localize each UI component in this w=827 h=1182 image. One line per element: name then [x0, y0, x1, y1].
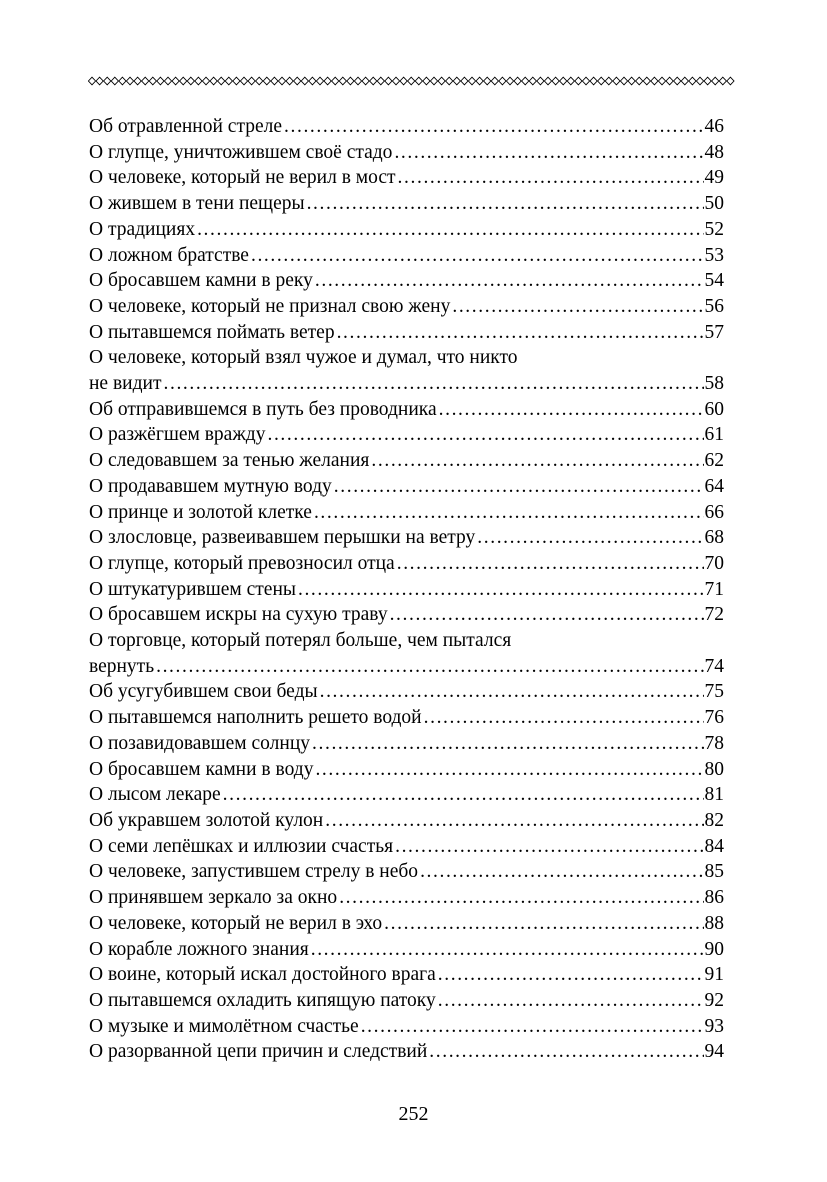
ornament-diamond	[309, 77, 316, 85]
toc-entry-page: 81	[704, 784, 724, 806]
ornament-diamond	[126, 77, 133, 85]
toc-entry-page: 50	[704, 193, 724, 215]
ornament-diamond	[590, 77, 597, 85]
toc-entry-page: 84	[704, 835, 724, 857]
toc-entry-title: О разорванной цепи причин и следствий	[89, 1041, 428, 1063]
toc-entry-title-first-line: О человеке, который взял чужое и думал, что никто	[89, 347, 518, 369]
toc-entry-title: О продававшем мутную воду	[89, 475, 332, 497]
toc-entry	[89, 602, 724, 628]
toc-entry-page: 91	[704, 964, 724, 986]
toc-entry-line	[89, 422, 724, 448]
dot-leader	[320, 679, 704, 705]
ornament-diamond	[96, 77, 103, 85]
toc-entry-title: О глупце, который превозносил отца	[89, 552, 395, 574]
toc-entry-page: 54	[704, 270, 724, 292]
toc-entry	[89, 448, 724, 474]
ornament-diamond	[430, 77, 437, 85]
toc-entry	[89, 397, 724, 423]
toc-entry-title: О пытавшемся поймать ветер	[89, 321, 335, 343]
toc-entry	[89, 628, 724, 679]
toc-entry-title: О пытавшемся наполнить решето водой	[89, 707, 422, 729]
ornament-diamond	[111, 77, 118, 85]
ornament-diamond	[187, 77, 194, 85]
toc-entry	[89, 294, 724, 320]
toc-entry	[89, 911, 724, 937]
toc-entry	[89, 217, 724, 243]
toc-entry-title: О традициях	[89, 218, 196, 240]
ornament-diamond	[88, 77, 95, 85]
toc-entry	[89, 782, 724, 808]
toc-entry-line	[89, 757, 724, 783]
toc-entry-page: 80	[704, 758, 724, 780]
dot-leader	[361, 1014, 704, 1040]
dot-leader	[439, 397, 704, 423]
toc-entry-line	[89, 705, 724, 731]
dot-leader	[156, 654, 703, 680]
ornament-diamond	[567, 77, 574, 85]
dot-leader	[397, 551, 704, 577]
dot-leader	[337, 320, 704, 346]
toc-entry-page: 74	[704, 655, 724, 677]
toc-entry-line	[89, 782, 724, 808]
toc-entry-line	[89, 500, 724, 526]
toc-entry-title: Об усугубившем свои беды	[89, 681, 318, 703]
toc-entry-page: 86	[704, 887, 724, 909]
ornament-diamond	[164, 77, 171, 85]
ornament-diamond	[271, 77, 278, 85]
toc-entry-page: 88	[704, 912, 724, 934]
dot-leader	[438, 988, 704, 1014]
toc-entry-page: 53	[704, 244, 724, 266]
dot-leader	[267, 422, 703, 448]
ornament-diamond	[210, 77, 217, 85]
ornament-diamond	[324, 77, 331, 85]
toc-entry	[89, 243, 724, 269]
page-number: 252	[398, 1103, 429, 1125]
dot-leader	[223, 782, 704, 808]
toc-entry-page: 76	[704, 707, 724, 729]
dot-leader	[339, 885, 703, 911]
toc-entry-page: 62	[704, 450, 724, 472]
ornament-diamond	[727, 77, 734, 85]
toc-entry-page: 49	[704, 167, 724, 189]
toc-entry-line	[89, 602, 724, 628]
toc-entry-page: 48	[704, 141, 724, 163]
dot-leader	[371, 448, 703, 474]
ornament-diamond	[286, 77, 293, 85]
toc-entry-title: Об укравшем золотой кулон	[89, 809, 324, 831]
toc-entry-line	[89, 937, 724, 963]
toc-entry	[89, 320, 724, 346]
dot-leader	[384, 911, 703, 937]
dot-leader	[284, 114, 703, 140]
toc-entry-line	[89, 551, 724, 577]
ornament-diamond	[370, 77, 377, 85]
toc-entry-line	[89, 885, 724, 911]
toc-entry	[89, 705, 724, 731]
toc-entry-line	[89, 448, 724, 474]
toc-entry-title: О жившем в тени пещеры	[89, 193, 305, 215]
toc-entry	[89, 962, 724, 988]
ornament-diamond	[225, 77, 232, 85]
ornament-diamond	[149, 77, 156, 85]
ornament-diamond	[522, 77, 529, 85]
toc-entry-page: 75	[704, 681, 724, 703]
toc-entry-page: 60	[704, 398, 724, 420]
toc-entry-title-first-line: О торговце, который потерял больше, чем пытался	[89, 630, 512, 652]
ornament-diamond	[385, 77, 392, 85]
toc-entry-page: 46	[704, 116, 724, 137]
ornament-diamond	[354, 77, 361, 85]
ornament-diamond	[377, 77, 384, 85]
toc-entry-title: О воине, который искал достойного врага	[89, 964, 436, 986]
dot-leader	[312, 731, 703, 757]
toc-entry-title: О человеке, который не верил в мост	[89, 167, 396, 189]
ornament-diamond	[696, 77, 703, 85]
ornament-diamond	[423, 77, 430, 85]
dot-leader	[197, 217, 703, 243]
dot-leader	[314, 500, 704, 526]
dot-leader	[334, 474, 704, 500]
toc-entry-line	[89, 294, 724, 320]
toc-entry	[89, 551, 724, 577]
ornament-diamond	[195, 77, 202, 85]
toc-entry	[89, 731, 724, 757]
toc-entry-page: 66	[704, 501, 724, 523]
ornament-diamond	[491, 77, 498, 85]
toc-entry-line	[89, 217, 724, 243]
toc-entry-page: 90	[704, 938, 724, 960]
toc-entry-line	[89, 114, 724, 140]
toc-entry-line	[89, 731, 724, 757]
ornament-diamond	[651, 77, 658, 85]
toc-entry-title: О разжёгшем вражду	[89, 424, 266, 446]
toc-entry	[89, 500, 724, 526]
dot-leader	[429, 1039, 703, 1065]
ornament-diamond	[256, 77, 263, 85]
ornament-diamond	[415, 77, 422, 85]
toc-entry-title: О принце и золотой клетке	[89, 501, 312, 523]
toc-entry-line	[89, 1039, 724, 1065]
toc-entry-title: О человеке, который не верил в эхо	[89, 912, 383, 934]
ornament-diamond	[332, 77, 339, 85]
toc-entry-page: 94	[704, 1041, 724, 1063]
toc-entry-page: 52	[704, 218, 724, 240]
toc-entry-title: О пытавшемся охладить кипящую патоку	[89, 989, 436, 1011]
ornament-diamond	[712, 77, 719, 85]
ornament-diamond	[362, 77, 369, 85]
toc-entry-line	[89, 859, 724, 885]
ornament-diamond	[552, 77, 559, 85]
ornament-diamond	[316, 77, 323, 85]
ornament-diamond	[613, 77, 620, 85]
ornament-diamond	[605, 77, 612, 85]
ornament-diamond	[339, 77, 346, 85]
toc-entry-page: 56	[704, 295, 724, 317]
ornament-diamond	[104, 77, 111, 85]
toc-entry-line	[89, 243, 724, 269]
toc-entry-line	[89, 654, 724, 680]
toc-entry-page: 70	[704, 552, 724, 574]
toc-entry-line	[89, 191, 724, 217]
ornament-diamond	[537, 77, 544, 85]
ornament-diamond	[666, 77, 673, 85]
ornament-diamond	[598, 77, 605, 85]
toc-entry-title: не видит	[89, 373, 162, 395]
toc-entry	[89, 859, 724, 885]
toc-entry-title: О бросавшем камни в реку	[89, 270, 313, 292]
ornament-diamond	[278, 77, 285, 85]
toc-entry-line	[89, 1014, 724, 1040]
toc-entry	[89, 937, 724, 963]
toc-entry	[89, 268, 724, 294]
ornament-diamond	[240, 77, 247, 85]
ornament-diamond	[453, 77, 460, 85]
ornament-diamond	[704, 77, 711, 85]
toc-entry-page: 64	[704, 475, 724, 497]
ornament-diamond	[172, 77, 179, 85]
ornament-diamond	[294, 77, 301, 85]
ornament-diamond	[301, 77, 308, 85]
dot-leader	[164, 371, 704, 397]
ornament-diamond	[628, 77, 635, 85]
ornament-diamond	[233, 77, 240, 85]
ornament-diamond	[719, 77, 726, 85]
toc-entry-line	[89, 911, 724, 937]
ornament-diamond	[119, 77, 126, 85]
toc-entry-title: О музыке и мимолётном счастье	[89, 1015, 359, 1037]
ornament-diamond	[142, 77, 149, 85]
toc-entry-page: 72	[704, 604, 724, 626]
toc-entry-page: 61	[704, 424, 724, 446]
ornament-diamond	[674, 77, 681, 85]
dot-leader	[398, 165, 704, 191]
dot-leader	[307, 191, 704, 217]
dot-leader	[424, 705, 704, 731]
toc-entry-title: О позавидовавшем солнцу	[89, 732, 311, 754]
toc-entry-page: 68	[704, 527, 724, 549]
toc-entry-page: 82	[704, 809, 724, 831]
toc-entry-line	[89, 988, 724, 1014]
toc-entry-title: О бросавшем искры на сухую траву	[89, 604, 388, 626]
toc-entry	[89, 1039, 724, 1065]
toc-entry-title: О человеке, запустившем стрелу в небо	[89, 861, 419, 883]
toc-entry	[89, 474, 724, 500]
toc-entry	[89, 191, 724, 217]
toc-entry-line	[89, 371, 724, 397]
dot-leader	[395, 834, 703, 860]
toc-entry-title: О штукатурившем стены	[89, 578, 296, 600]
ornament-diamond	[468, 77, 475, 85]
ornament-diamond	[347, 77, 354, 85]
toc-entry	[89, 1014, 724, 1040]
ornament-diamond	[575, 77, 582, 85]
ornament-diamond	[620, 77, 627, 85]
dot-leader	[452, 294, 703, 320]
toc-entry-line	[89, 962, 724, 988]
toc-entry-page: 71	[704, 578, 724, 600]
toc-entry-line	[89, 397, 724, 423]
dot-leader	[298, 577, 704, 603]
toc-entry-page: 78	[704, 732, 724, 754]
dot-leader	[251, 243, 704, 269]
toc-entry-title: О бросавшем камни в воду	[89, 758, 314, 780]
toc-entry	[89, 140, 724, 166]
ornament-diamond	[400, 77, 407, 85]
toc-entry	[89, 422, 724, 448]
toc-entry-line	[89, 808, 724, 834]
toc-entry	[89, 885, 724, 911]
toc-entry	[89, 165, 724, 191]
ornament-diamond	[134, 77, 141, 85]
toc-entry-title: О принявшем зеркало за окно	[89, 887, 338, 909]
ornament-diamond	[499, 77, 506, 85]
ornament-diamond	[689, 77, 696, 85]
toc-entry-line	[89, 577, 724, 603]
ornament-diamond	[643, 77, 650, 85]
toc-entry-page: 92	[704, 989, 724, 1011]
ornament-diamond	[514, 77, 521, 85]
dot-leader	[394, 140, 703, 166]
ornament-diamond	[476, 77, 483, 85]
ornament-diamond	[681, 77, 688, 85]
toc-entry	[89, 757, 724, 783]
ornament-diamond	[202, 77, 209, 85]
ornament-diamond	[438, 77, 445, 85]
toc-entry	[89, 834, 724, 860]
toc-entry-page: 93	[704, 1015, 724, 1037]
toc-entry-page: 58	[704, 373, 724, 395]
ornament-diamond	[529, 77, 536, 85]
toc-entry-line	[89, 525, 724, 551]
toc-entry	[89, 525, 724, 551]
toc-entry	[89, 345, 724, 396]
ornament-diamond	[157, 77, 164, 85]
toc-entry-title: О злословце, развеивавшем перышки на ветру	[89, 527, 476, 549]
ornament-diamond	[263, 77, 270, 85]
dot-leader	[315, 268, 704, 294]
dot-leader	[311, 937, 704, 963]
dot-leader	[477, 525, 703, 551]
dot-leader	[325, 808, 703, 834]
toc-entry-title: О лысом лекаре	[89, 784, 221, 806]
ornament-diamond	[544, 77, 551, 85]
ornament-diamond	[446, 77, 453, 85]
toc-entry-line	[89, 834, 724, 860]
ornament-diamond	[180, 77, 187, 85]
toc-entry-title: О корабле ложного знания	[89, 938, 309, 960]
ornament-diamond	[408, 77, 415, 85]
dot-leader	[315, 757, 703, 783]
toc-entry-line	[89, 320, 724, 346]
toc-entry-title: вернуть	[89, 655, 155, 677]
ornament-diamond	[636, 77, 643, 85]
toc-entry-title: О человеке, который не признал свою жену	[89, 295, 451, 317]
toc-entry	[89, 114, 724, 140]
toc-entry	[89, 577, 724, 603]
dot-leader	[390, 602, 704, 628]
ornament-diamond	[582, 77, 589, 85]
ornament-diamond	[484, 77, 491, 85]
toc-entry-line	[89, 474, 724, 500]
toc-entry-title: О ложном братстве	[89, 244, 249, 266]
toc-entry-title: О глупце, уничтожившем своё стадо	[89, 141, 393, 163]
toc-entry-page: 85	[704, 861, 724, 883]
toc-entry-line	[89, 679, 724, 705]
dot-leader	[420, 859, 703, 885]
toc-entry-line	[89, 140, 724, 166]
toc-entry-title: О следовавшем за тенью желания	[89, 450, 370, 472]
toc-entry-title: Об отравленной стреле	[89, 116, 283, 137]
ornament-diamond	[392, 77, 399, 85]
ornament-diamond	[658, 77, 665, 85]
toc-entry	[89, 808, 724, 834]
ornament-diamond	[218, 77, 225, 85]
ornament-diamond	[248, 77, 255, 85]
toc-entry-line	[89, 165, 724, 191]
toc-entry-title: О семи лепёшках и иллюзии счастья	[89, 835, 394, 857]
decorative-ornament-border	[88, 74, 738, 88]
toc-entry-page: 57	[704, 321, 724, 343]
table-of-contents	[89, 114, 724, 1065]
ornament-diamond	[560, 77, 567, 85]
toc-entry-title: Об отправившемся в путь без проводника	[89, 398, 437, 420]
dot-leader	[438, 962, 704, 988]
toc-entry-line	[89, 268, 724, 294]
ornament-diamond	[461, 77, 468, 85]
toc-entry	[89, 988, 724, 1014]
ornament-diamond	[506, 77, 513, 85]
toc-entry	[89, 679, 724, 705]
